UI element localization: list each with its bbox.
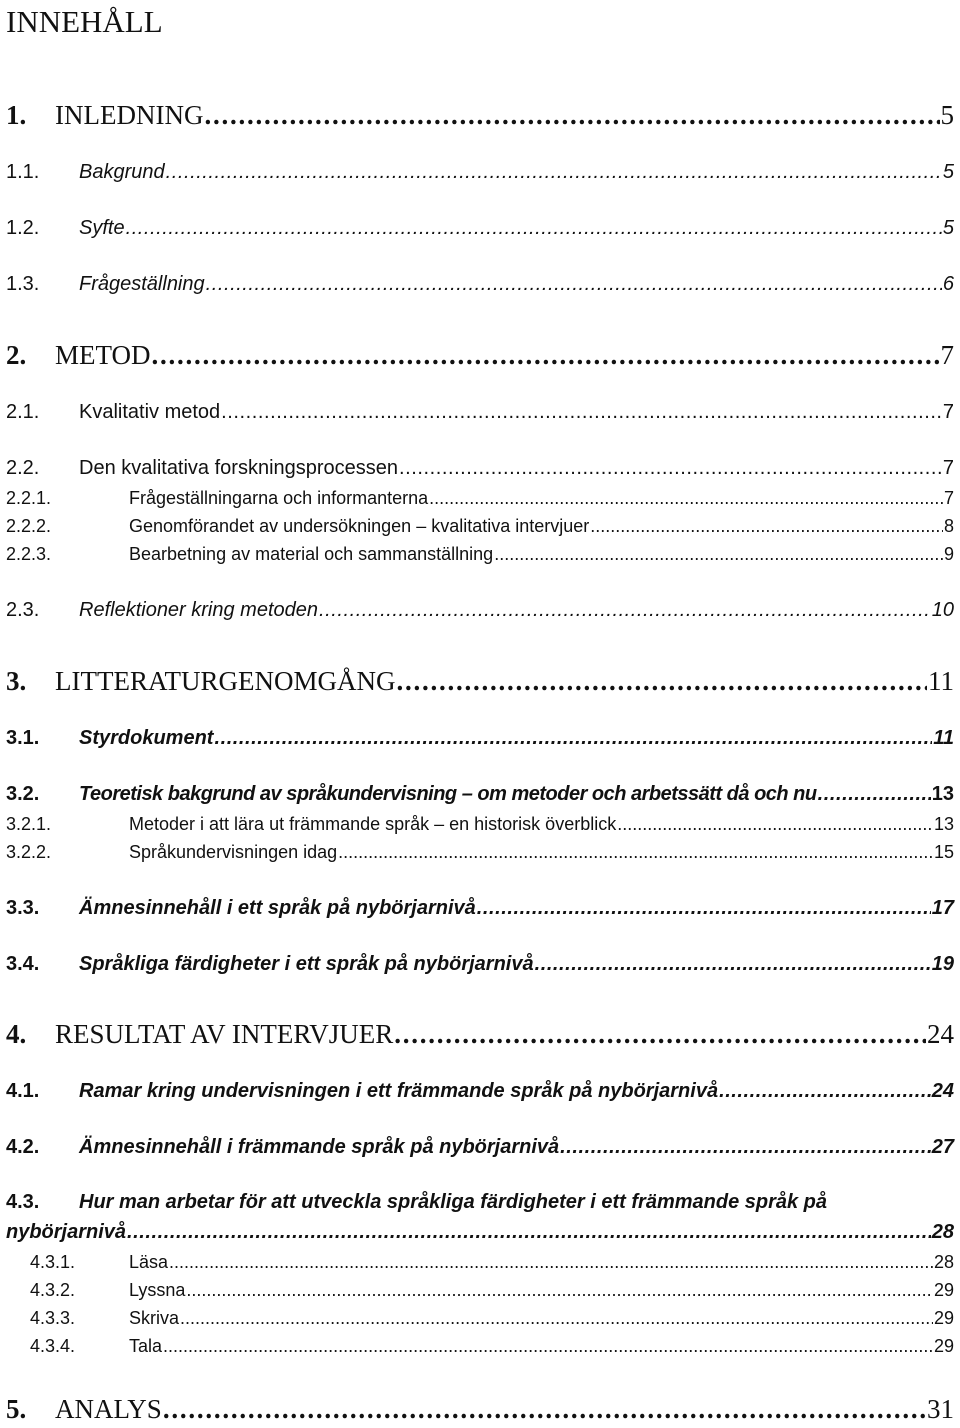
toc-entry-title: Kvalitativ metod <box>79 401 221 423</box>
toc-entry[interactable] <box>6 664 954 698</box>
toc-entry-number: 4.3. <box>6 1191 40 1213</box>
dot-leader <box>535 950 931 978</box>
toc-entry-number: 4.3.1. <box>30 1252 76 1272</box>
dot-leader <box>127 1217 931 1247</box>
dot-leader <box>206 270 942 298</box>
toc-entry-title: Ämnesinnehåll i främmande språk på nybörjarnivå <box>79 1136 560 1158</box>
toc-entry-title: Ämnesinnehåll i ett språk på nybörjarnivå <box>79 897 476 919</box>
toc-entry-number: 4.1. <box>6 1080 40 1102</box>
toc-entry-title: Frågeställningarna och informanterna <box>129 488 429 508</box>
dot-leader <box>126 214 942 242</box>
toc-entry-number: 3.2. <box>6 783 40 805</box>
toc-entry-number: 1.1. <box>6 161 40 183</box>
toc-entry-number: 2. <box>6 340 27 370</box>
toc-entry-number: 3.2.2. <box>6 842 52 862</box>
dot-leader <box>163 1333 933 1359</box>
toc-entry-number: 4.3.2. <box>30 1280 76 1300</box>
toc-entry-page: 28 <box>931 1221 954 1243</box>
toc-entry-title: Styrdokument <box>79 727 214 749</box>
toc-entry-number: 4. <box>6 1019 27 1049</box>
toc-entry-page: 7 <box>940 340 954 370</box>
toc-entry[interactable] <box>6 596 954 624</box>
toc-entry[interactable] <box>6 1277 954 1303</box>
toc-entry-title: Bakgrund <box>79 161 165 183</box>
dot-leader <box>818 780 931 808</box>
toc-entry-number: 1.2. <box>6 217 40 239</box>
toc-entry[interactable] <box>6 1392 954 1426</box>
dot-leader <box>169 1249 933 1275</box>
toc-entry-title: Metoder i att lära ut främmande språk – en historisk överblick <box>129 814 617 834</box>
toc-entry[interactable] <box>6 513 954 539</box>
dot-leader <box>719 1077 931 1105</box>
toc-entry-page: 5 <box>942 217 954 239</box>
toc-entry[interactable] <box>6 214 954 242</box>
dot-leader <box>221 398 942 426</box>
toc-entry-page: 9 <box>943 544 954 564</box>
toc-entry-title: Bearbetning av material och sammanställning <box>129 544 494 564</box>
toc-entry-title: Den kvalitativa forskningsprocessen <box>79 457 399 479</box>
toc-entry-page: 29 <box>933 1280 954 1300</box>
toc-entry-title: METOD <box>55 340 151 370</box>
toc-entry-title: RESULTAT AV INTERVJUER <box>55 1019 394 1049</box>
toc-entry-page: 29 <box>933 1308 954 1328</box>
toc-entry[interactable] <box>6 454 954 482</box>
toc-entry[interactable] <box>6 839 954 865</box>
toc-entry-title: Skriva <box>129 1308 180 1328</box>
toc-entry-page: 11 <box>928 666 954 696</box>
dot-leader <box>560 1133 931 1161</box>
toc-entry-number: 2.2. <box>6 457 40 479</box>
toc-entry-title: Språkundervisningen idag <box>129 842 338 862</box>
toc-entry[interactable] <box>6 98 954 132</box>
toc-entry[interactable] <box>6 1077 954 1105</box>
toc-entry-title: Språkliga färdigheter i ett språk på nybörjarnivå <box>79 953 534 975</box>
toc-entry-title: Lyssna <box>129 1280 186 1300</box>
dot-leader <box>166 158 942 186</box>
toc-entry-page: 28 <box>933 1252 954 1272</box>
toc-entry[interactable] <box>6 270 954 298</box>
toc-entry-page: 13 <box>933 814 954 834</box>
toc-entry-page: 24 <box>927 1019 954 1049</box>
toc-entry[interactable] <box>6 158 954 186</box>
toc-entry-title: Reflektioner kring metoden <box>79 599 319 621</box>
dot-leader <box>394 1017 926 1051</box>
toc-entry-page: 6 <box>942 273 954 295</box>
toc-entry[interactable] <box>6 1187 954 1247</box>
toc-entry-title: INLEDNING <box>55 100 204 130</box>
toc-entry-number: 1. <box>6 100 27 130</box>
toc-entry-number: 2.3. <box>6 599 40 621</box>
toc-entry[interactable] <box>6 780 954 808</box>
toc-entry[interactable] <box>6 338 954 372</box>
toc-entry-page: 11 <box>933 727 954 749</box>
dot-leader <box>494 541 943 567</box>
toc-heading: INNEHÅLL <box>6 4 163 39</box>
dot-leader <box>338 839 933 865</box>
toc-entry-title: Tala <box>129 1336 163 1356</box>
toc-entry-title-continued: nybörjarnivå <box>6 1221 127 1243</box>
dot-leader <box>590 513 943 539</box>
toc-entry-number: 2.2.3. <box>6 544 52 564</box>
toc-entry-page: 17 <box>931 897 954 919</box>
dot-leader <box>399 454 942 482</box>
toc-entry-page: 24 <box>931 1080 954 1102</box>
toc-entry-title: Genomförandet av undersökningen – kvalitativa intervjuer <box>129 516 590 536</box>
toc-entry-page: 15 <box>933 842 954 862</box>
toc-entry-title: Läsa <box>129 1252 169 1272</box>
toc-entry[interactable] <box>6 1249 954 1275</box>
toc-entry-number: 3.2.1. <box>6 814 52 834</box>
toc-entry-title: Ramar kring undervisningen i ett främmande språk på nybörjarnivå <box>79 1080 719 1102</box>
toc-entry-number: 2.2.2. <box>6 516 52 536</box>
toc-entry-number: 2.2.1. <box>6 488 52 508</box>
toc-entry[interactable] <box>6 724 954 752</box>
toc-entry-title: Frågeställning <box>79 273 205 295</box>
toc-entry-page: 5 <box>940 100 954 130</box>
toc-entry[interactable] <box>6 894 954 922</box>
dot-leader <box>396 664 927 698</box>
toc-entry-page: 29 <box>933 1336 954 1356</box>
dot-leader <box>429 485 943 511</box>
toc-entry-page: 7 <box>942 457 954 479</box>
toc-entry-number: 1.3. <box>6 273 40 295</box>
toc-entry-number: 4.3.4. <box>30 1336 76 1356</box>
toc-entry[interactable] <box>6 811 954 837</box>
toc-entry-number: 3. <box>6 666 27 696</box>
toc-entry-title: Hur man arbetar för att utveckla språkliga färdigheter i ett främmande språk på <box>79 1191 828 1213</box>
dot-leader <box>163 1392 926 1426</box>
dot-leader <box>204 98 939 132</box>
toc-entry[interactable] <box>6 1333 954 1359</box>
toc-entry-number: 3.4. <box>6 953 40 975</box>
toc-entry-title: Syfte <box>79 217 125 239</box>
toc-entry[interactable] <box>6 485 954 511</box>
toc-entry-page: 13 <box>931 783 954 805</box>
toc-entry-number: 4.2. <box>6 1136 40 1158</box>
toc-entry-page: 7 <box>942 401 954 423</box>
toc-entry-page: 31 <box>927 1394 954 1424</box>
toc-entry-page: 10 <box>931 599 954 621</box>
dot-leader <box>180 1305 933 1331</box>
dot-leader <box>152 338 940 372</box>
toc-entry-number: 3.1. <box>6 727 40 749</box>
dot-leader <box>477 894 931 922</box>
dot-leader <box>214 724 932 752</box>
toc-entry-page: 19 <box>931 953 954 975</box>
toc-entry-page: 27 <box>931 1136 954 1158</box>
toc-entry[interactable] <box>6 541 954 567</box>
toc-entry-number: 5. <box>6 1394 27 1424</box>
toc-entry[interactable] <box>6 950 954 978</box>
toc-entry-title: Teoretisk bakgrund av språkundervisning – om metoder och arbetssätt då och nu <box>79 783 817 805</box>
toc-entry[interactable] <box>6 1133 954 1161</box>
toc-entry-number: 3.3. <box>6 897 40 919</box>
toc-entry-title: ANALYS <box>55 1394 162 1424</box>
toc-entry-page: 8 <box>943 516 954 536</box>
toc-entry[interactable] <box>6 1305 954 1331</box>
dot-leader <box>319 596 931 624</box>
dot-leader <box>186 1277 933 1303</box>
toc-entry-title: LITTERATURGENOMGÅNG <box>55 666 396 696</box>
toc-entry-number: 4.3.3. <box>30 1308 76 1328</box>
dot-leader <box>617 811 933 837</box>
toc-entry-page: 5 <box>942 161 954 183</box>
toc-entry[interactable] <box>6 1017 954 1051</box>
toc-entry[interactable] <box>6 398 954 426</box>
toc-entry-number: 2.1. <box>6 401 40 423</box>
toc-entry-page: 7 <box>943 488 954 508</box>
